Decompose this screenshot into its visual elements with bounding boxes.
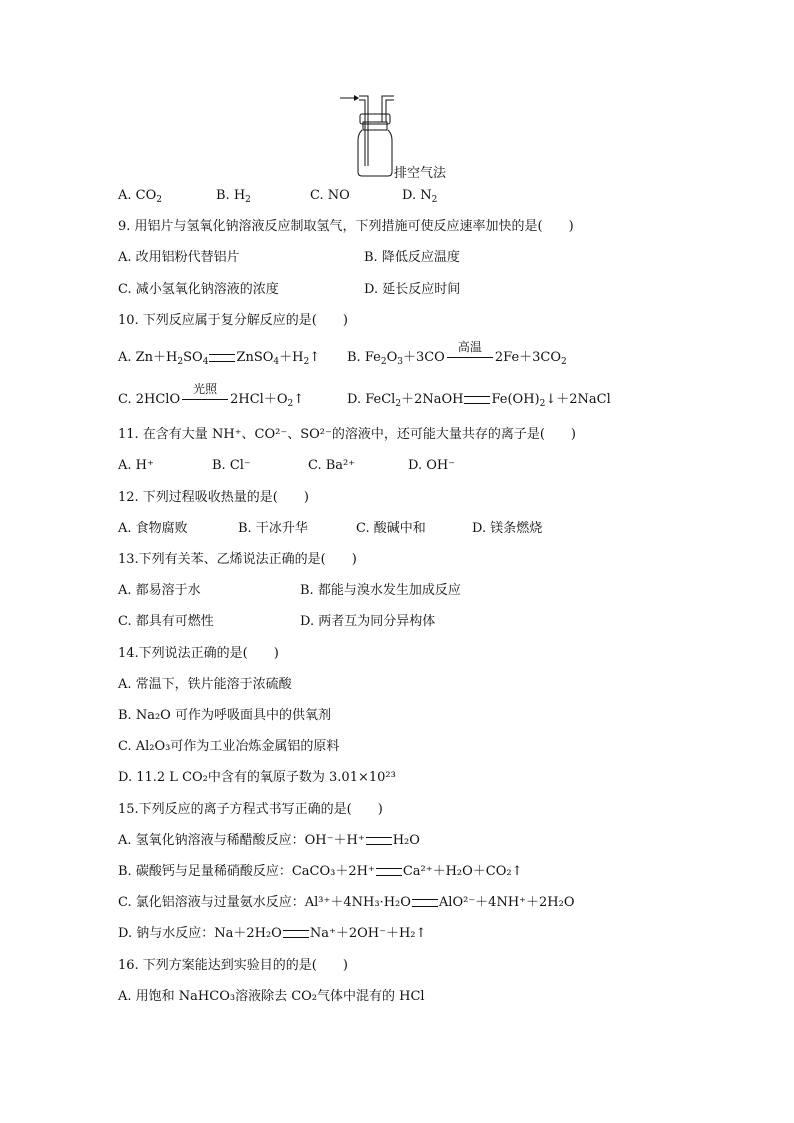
q15-option-b[interactable]: B. 碳酸钙与足量稀硝酸反应：CaCO₃＋2H⁺ Ca²⁺＋H₂O＋CO₂↑: [118, 864, 523, 879]
q10-option-c[interactable]: C. 2HClO 光照 $2HCl+O_2↑$: [118, 381, 305, 409]
q11-option-b[interactable]: B. Cl⁻: [212, 458, 251, 473]
q11-option-c[interactable]: C. Ba²⁺: [308, 458, 356, 473]
q15-option-c[interactable]: C. 氯化铝溶液与过量氨水反应：Al³⁺＋4NH₃·H₂O AlO²⁻＋4NH⁺＋2H₂O: [118, 895, 575, 910]
q13-option-d[interactable]: D. 两者互为同分异构体: [300, 614, 436, 629]
q15-option-d[interactable]: D. 钠与水反应：Na＋2H₂O Na⁺＋2OH⁻＋H₂↑: [118, 926, 427, 941]
q9-option-d[interactable]: D. 延长反应时间: [364, 282, 461, 297]
q16-stem: 16. 下列方案能达到实验目的的是( ): [118, 958, 348, 973]
q13-stem: 13.下列有关苯、乙烯说法正确的是( ): [118, 552, 357, 567]
condition-guangzhao: 光照: [193, 381, 218, 396]
q13-option-c[interactable]: C. 都具有可燃性: [118, 614, 214, 629]
q14-option-c[interactable]: C. Al₂O₃可作为工业冶炼金属铝的原料: [118, 739, 340, 754]
q14-stem: 14.下列说法正确的是( ): [118, 646, 279, 661]
q9-option-b[interactable]: B. 降低反应温度: [364, 250, 460, 265]
q10-option-a[interactable]: A. $Zn+H_2SO_4$ $ZnSO_4+H_2↑$: [118, 350, 321, 367]
q9-option-a[interactable]: A. 改用铝粉代替铝片: [118, 250, 240, 265]
q12-option-b[interactable]: B. 干冰升华: [238, 521, 308, 536]
q12-option-a[interactable]: A. 食物腐败: [118, 521, 188, 536]
q8-option-c[interactable]: C. NO: [310, 188, 350, 203]
q8-option-d[interactable]: D. $N_2$: [402, 188, 438, 205]
q14-option-b[interactable]: B. Na₂O 可作为呼吸面具中的供氧剂: [118, 708, 331, 723]
apparatus-label: 排空气法: [394, 166, 447, 181]
q9-stem: 9. 用铝片与氢氧化钠溶液反应制取氢气，下列措施可使反应速率加快的是( ): [118, 219, 574, 234]
q10-stem: 10. 下列反应属于复分解反应的是( ): [118, 313, 348, 328]
q15-stem: 15.下列反应的离子方程式书写正确的是( ): [118, 802, 383, 817]
q11-stem: 11. 在含有大量 NH⁺、CO²⁻、SO²⁻的溶液中，还可能大量共存的离子是( ): [118, 427, 576, 442]
q10-option-b[interactable]: B. $Fe_2O_3+3CO$ 高温 $2Fe+3CO_2$: [347, 339, 567, 367]
q16-option-a[interactable]: A. 用饱和 NaHCO₃溶液除去 CO₂气体中混有的 HCl: [118, 989, 425, 1004]
q13-option-b[interactable]: B. 都能与溴水发生加成反应: [300, 583, 461, 598]
condition-gaowen: 高温: [457, 339, 482, 354]
q11-option-a[interactable]: A. H⁺: [118, 458, 154, 473]
q8-option-a[interactable]: A. $CO_2$: [118, 188, 162, 205]
q14-option-d[interactable]: D. 11.2 L CO₂中含有的氧原子数为 3.01×10²³: [118, 770, 396, 785]
q11-option-d[interactable]: D. OH⁻: [408, 458, 456, 473]
q14-option-a[interactable]: A. 常温下，铁片能溶于浓硫酸: [118, 677, 292, 692]
q12-option-d[interactable]: D. 镁条燃烧: [472, 521, 543, 536]
q12-option-c[interactable]: C. 酸碱中和: [356, 521, 426, 536]
q10-option-d[interactable]: D. FeCl$_2$＋2NaOH $Fe(OH)_2↓+2NaCl$: [347, 392, 611, 409]
q12-stem: 12. 下列过程吸收热量的是( ): [118, 490, 309, 505]
q8-option-b[interactable]: B. $H_2$: [216, 188, 251, 205]
q13-option-a[interactable]: A. 都易溶于水: [118, 583, 201, 598]
q9-option-c[interactable]: C. 减小氢氧化钠溶液的浓度: [118, 282, 279, 297]
q15-option-a[interactable]: A. 氢氧化钠溶液与稀醋酸反应：OH⁻＋H⁺ H₂O: [118, 833, 420, 848]
